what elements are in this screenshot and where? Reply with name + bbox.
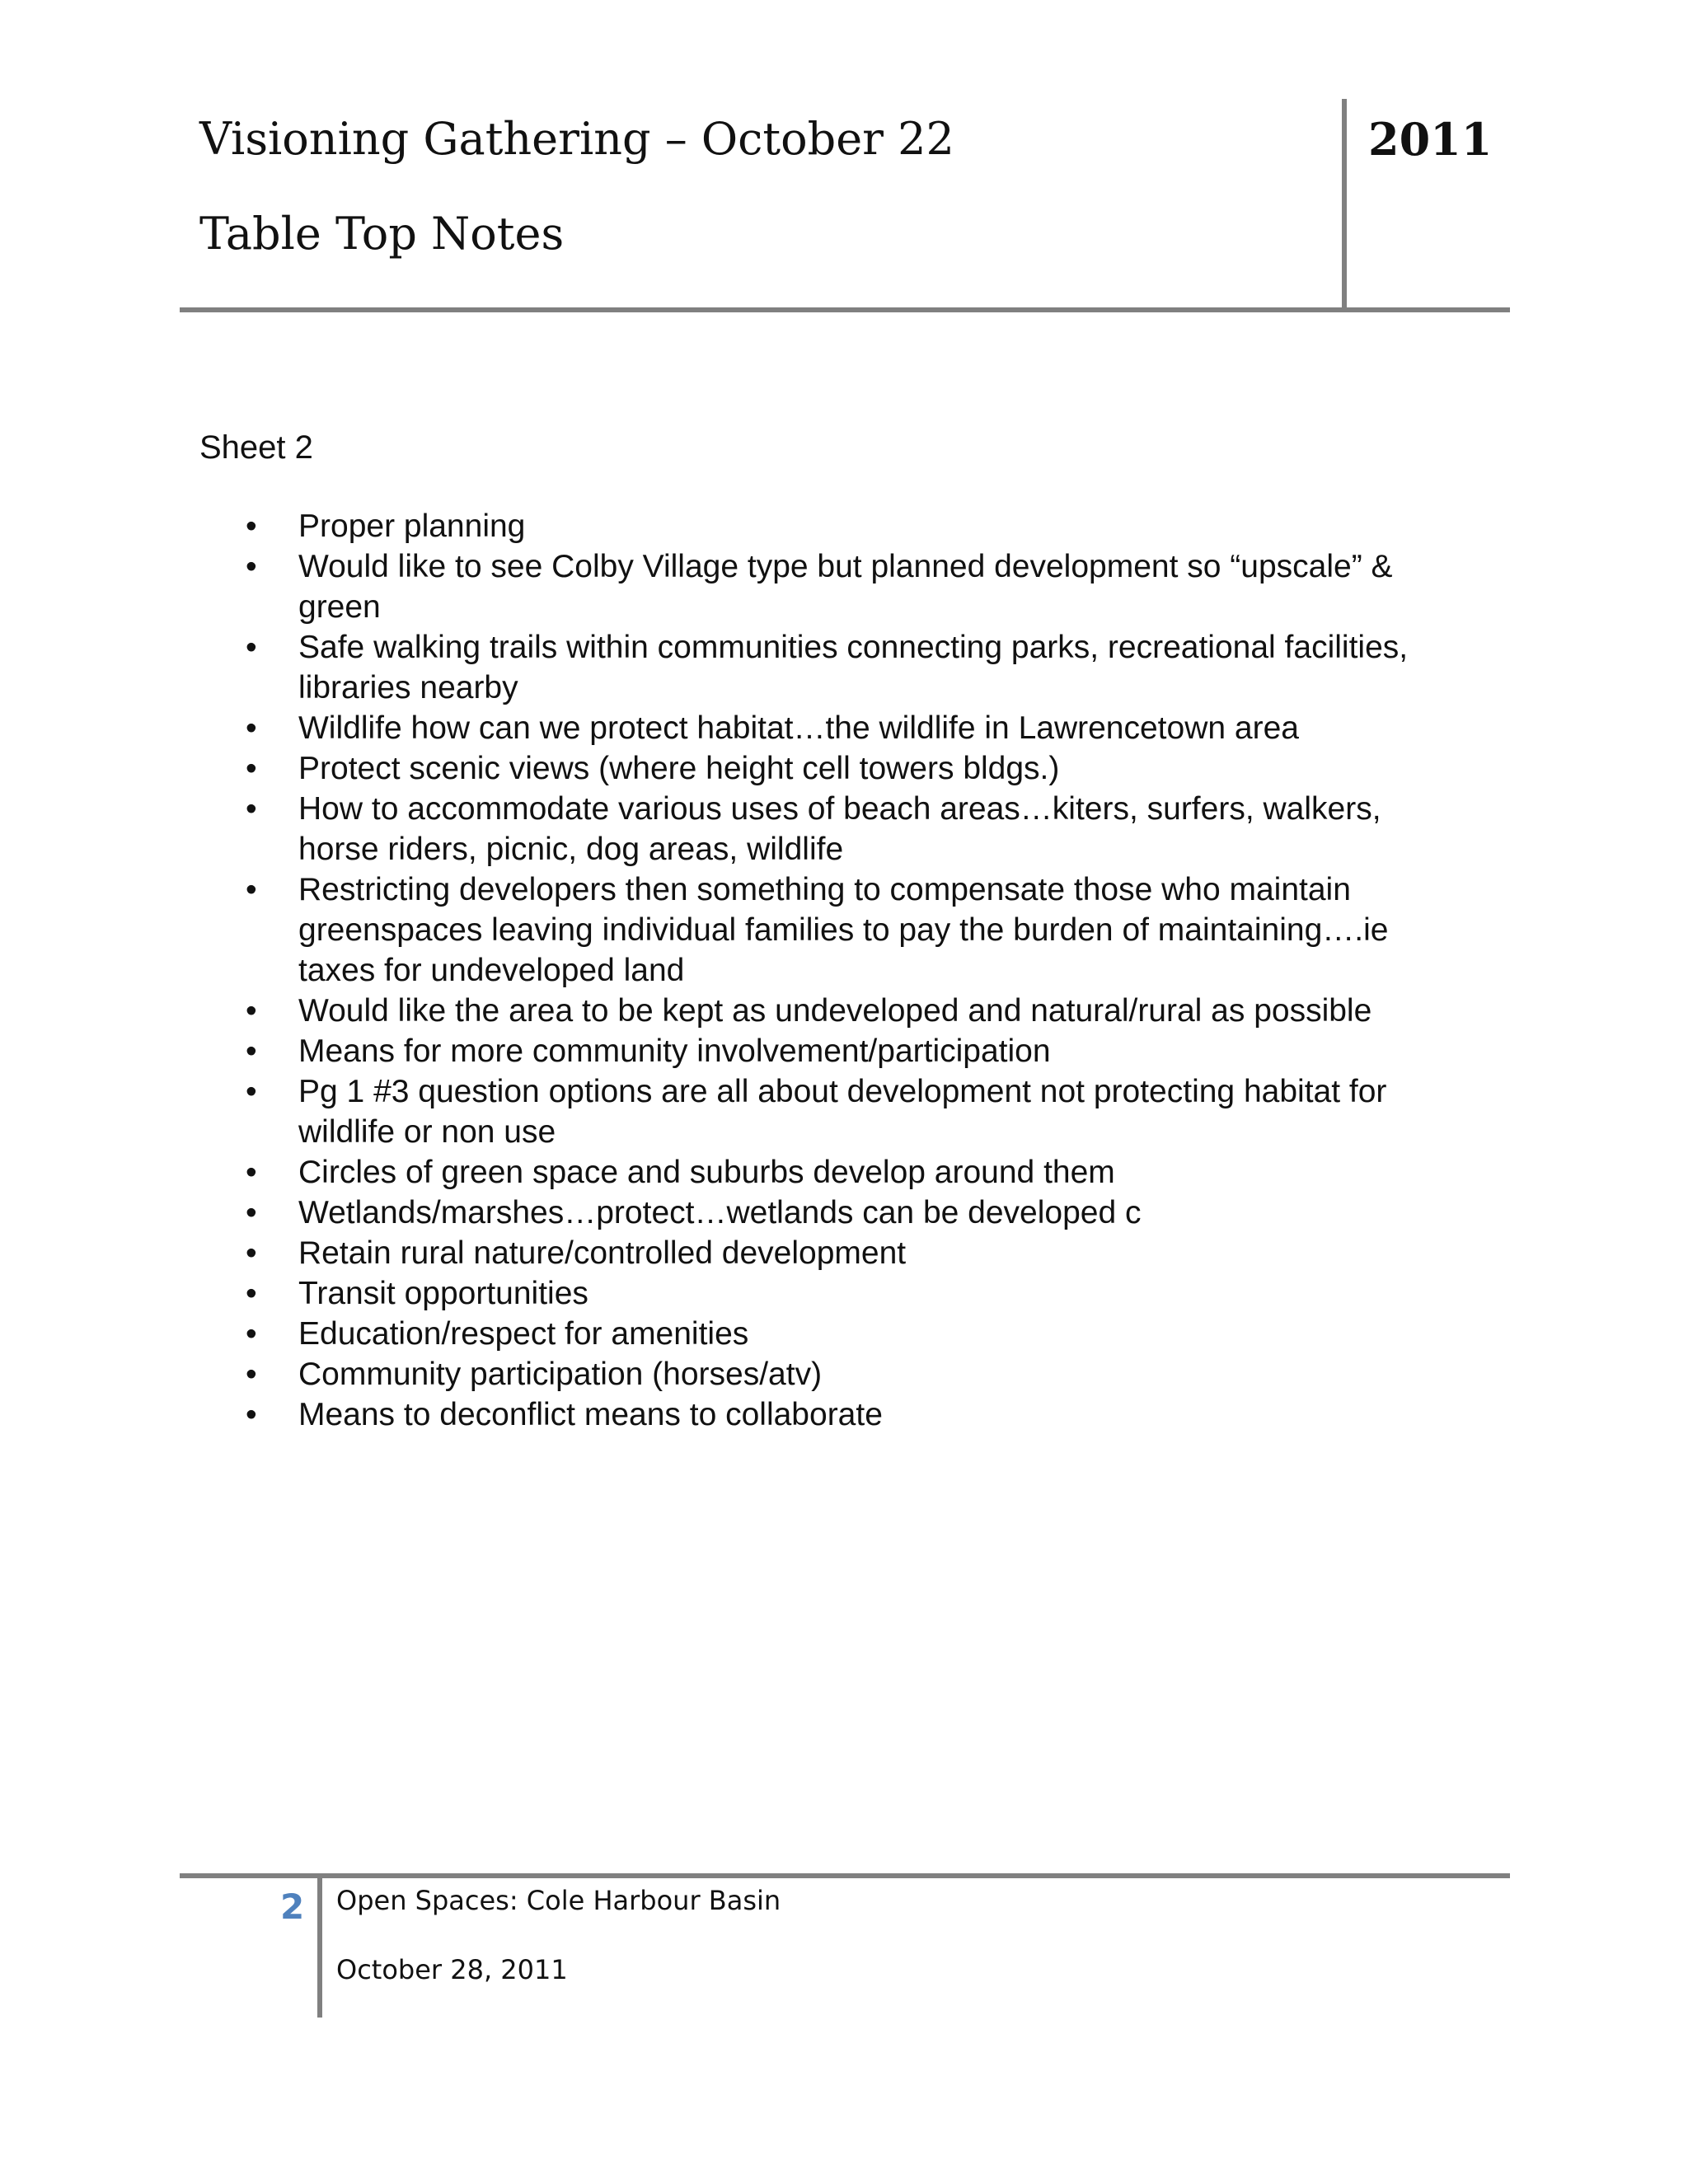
header-vertical-divider bbox=[1342, 99, 1347, 309]
note-item bbox=[246, 546, 1465, 627]
bullet-icon: • bbox=[246, 630, 257, 665]
note-text: Education/respect for amenities bbox=[298, 1316, 749, 1352]
page-number: 2 bbox=[280, 1886, 305, 1927]
bullet-icon: • bbox=[246, 1235, 257, 1271]
bullet-icon: • bbox=[246, 751, 257, 786]
footer-vertical-divider bbox=[317, 1876, 322, 2018]
note-item bbox=[246, 627, 1465, 708]
bullet-icon: • bbox=[246, 549, 257, 584]
footer-horizontal-rule bbox=[180, 1873, 1510, 1878]
note-text: Would like the area to be kept as undeveloped and natural/rural as possible bbox=[298, 993, 1372, 1029]
note-text: Wildlife how can we protect habitat…the wildlife in Lawrencetown area bbox=[298, 710, 1299, 746]
note-text: Means to deconflict means to collaborate bbox=[298, 1397, 883, 1432]
bullet-icon: • bbox=[246, 1276, 257, 1311]
bullet-icon: • bbox=[246, 1074, 257, 1109]
note-text: Transit opportunities bbox=[298, 1276, 588, 1311]
note-text: Safe walking trails within communities connecting parks, recreational facilities, libraries nearby bbox=[298, 630, 1409, 705]
note-item bbox=[246, 1394, 1465, 1435]
note-item bbox=[246, 1273, 1465, 1314]
bullet-icon: • bbox=[246, 1195, 257, 1230]
note-text: Proper planning bbox=[298, 509, 526, 544]
header-horizontal-rule bbox=[180, 307, 1510, 312]
bullet-icon: • bbox=[246, 1357, 257, 1392]
note-item bbox=[246, 869, 1465, 991]
note-text: Pg 1 #3 question options are all about development not protecting habitat for wildlife or non use bbox=[298, 1074, 1387, 1150]
footer-date: October 28, 2011 bbox=[336, 1954, 568, 1985]
note-text: Would like to see Colby Village type but planned development so “upscale” & green bbox=[298, 549, 1393, 625]
note-item bbox=[246, 506, 1465, 546]
header-subtitle: Table Top Notes bbox=[199, 208, 565, 260]
bullet-icon: • bbox=[246, 1397, 257, 1432]
bullet-icon: • bbox=[246, 1316, 257, 1352]
notes-list bbox=[246, 506, 1465, 1435]
note-item bbox=[246, 1193, 1465, 1233]
note-text: Protect scenic views (where height cell towers bldgs.) bbox=[298, 751, 1060, 786]
header-year: 2011 bbox=[1368, 113, 1493, 166]
note-item bbox=[246, 748, 1465, 789]
note-item bbox=[246, 1152, 1465, 1193]
sheet-label: Sheet 2 bbox=[199, 429, 313, 466]
bullet-icon: • bbox=[246, 1155, 257, 1190]
note-item bbox=[246, 1233, 1465, 1273]
bullet-icon: • bbox=[246, 872, 257, 907]
note-text: Restricting developers then something to compensate those who maintain greenspaces leaving individual families to pay the burden of maintaining….ie taxes for undeveloped land bbox=[298, 872, 1389, 988]
bullet-icon: • bbox=[246, 791, 257, 827]
note-item bbox=[246, 1314, 1465, 1354]
note-text: Retain rural nature/controlled development bbox=[298, 1235, 907, 1271]
footer-document-title: Open Spaces: Cole Harbour Basin bbox=[336, 1885, 781, 1916]
bullet-icon: • bbox=[246, 710, 257, 746]
note-item bbox=[246, 708, 1465, 748]
note-item bbox=[246, 1031, 1465, 1071]
bullet-icon: • bbox=[246, 509, 257, 544]
note-text: How to accommodate various uses of beach areas…kiters, surfers, walkers, horse riders, picnic, dog areas, wildlife bbox=[298, 791, 1381, 867]
note-text: Means for more community involvement/participation bbox=[298, 1033, 1051, 1069]
bullet-icon: • bbox=[246, 993, 257, 1029]
bullet-icon: • bbox=[246, 1033, 257, 1069]
note-text: Wetlands/marshes…protect…wetlands can be developed c bbox=[298, 1195, 1142, 1230]
note-item bbox=[246, 991, 1465, 1031]
note-text: Community participation (horses/atv) bbox=[298, 1357, 823, 1392]
header-title: Visioning Gathering – October 22 bbox=[199, 113, 954, 165]
note-item bbox=[246, 1071, 1465, 1152]
note-text: Circles of green space and suburbs develop around them bbox=[298, 1155, 1115, 1190]
note-item bbox=[246, 1354, 1465, 1394]
note-item bbox=[246, 789, 1465, 869]
